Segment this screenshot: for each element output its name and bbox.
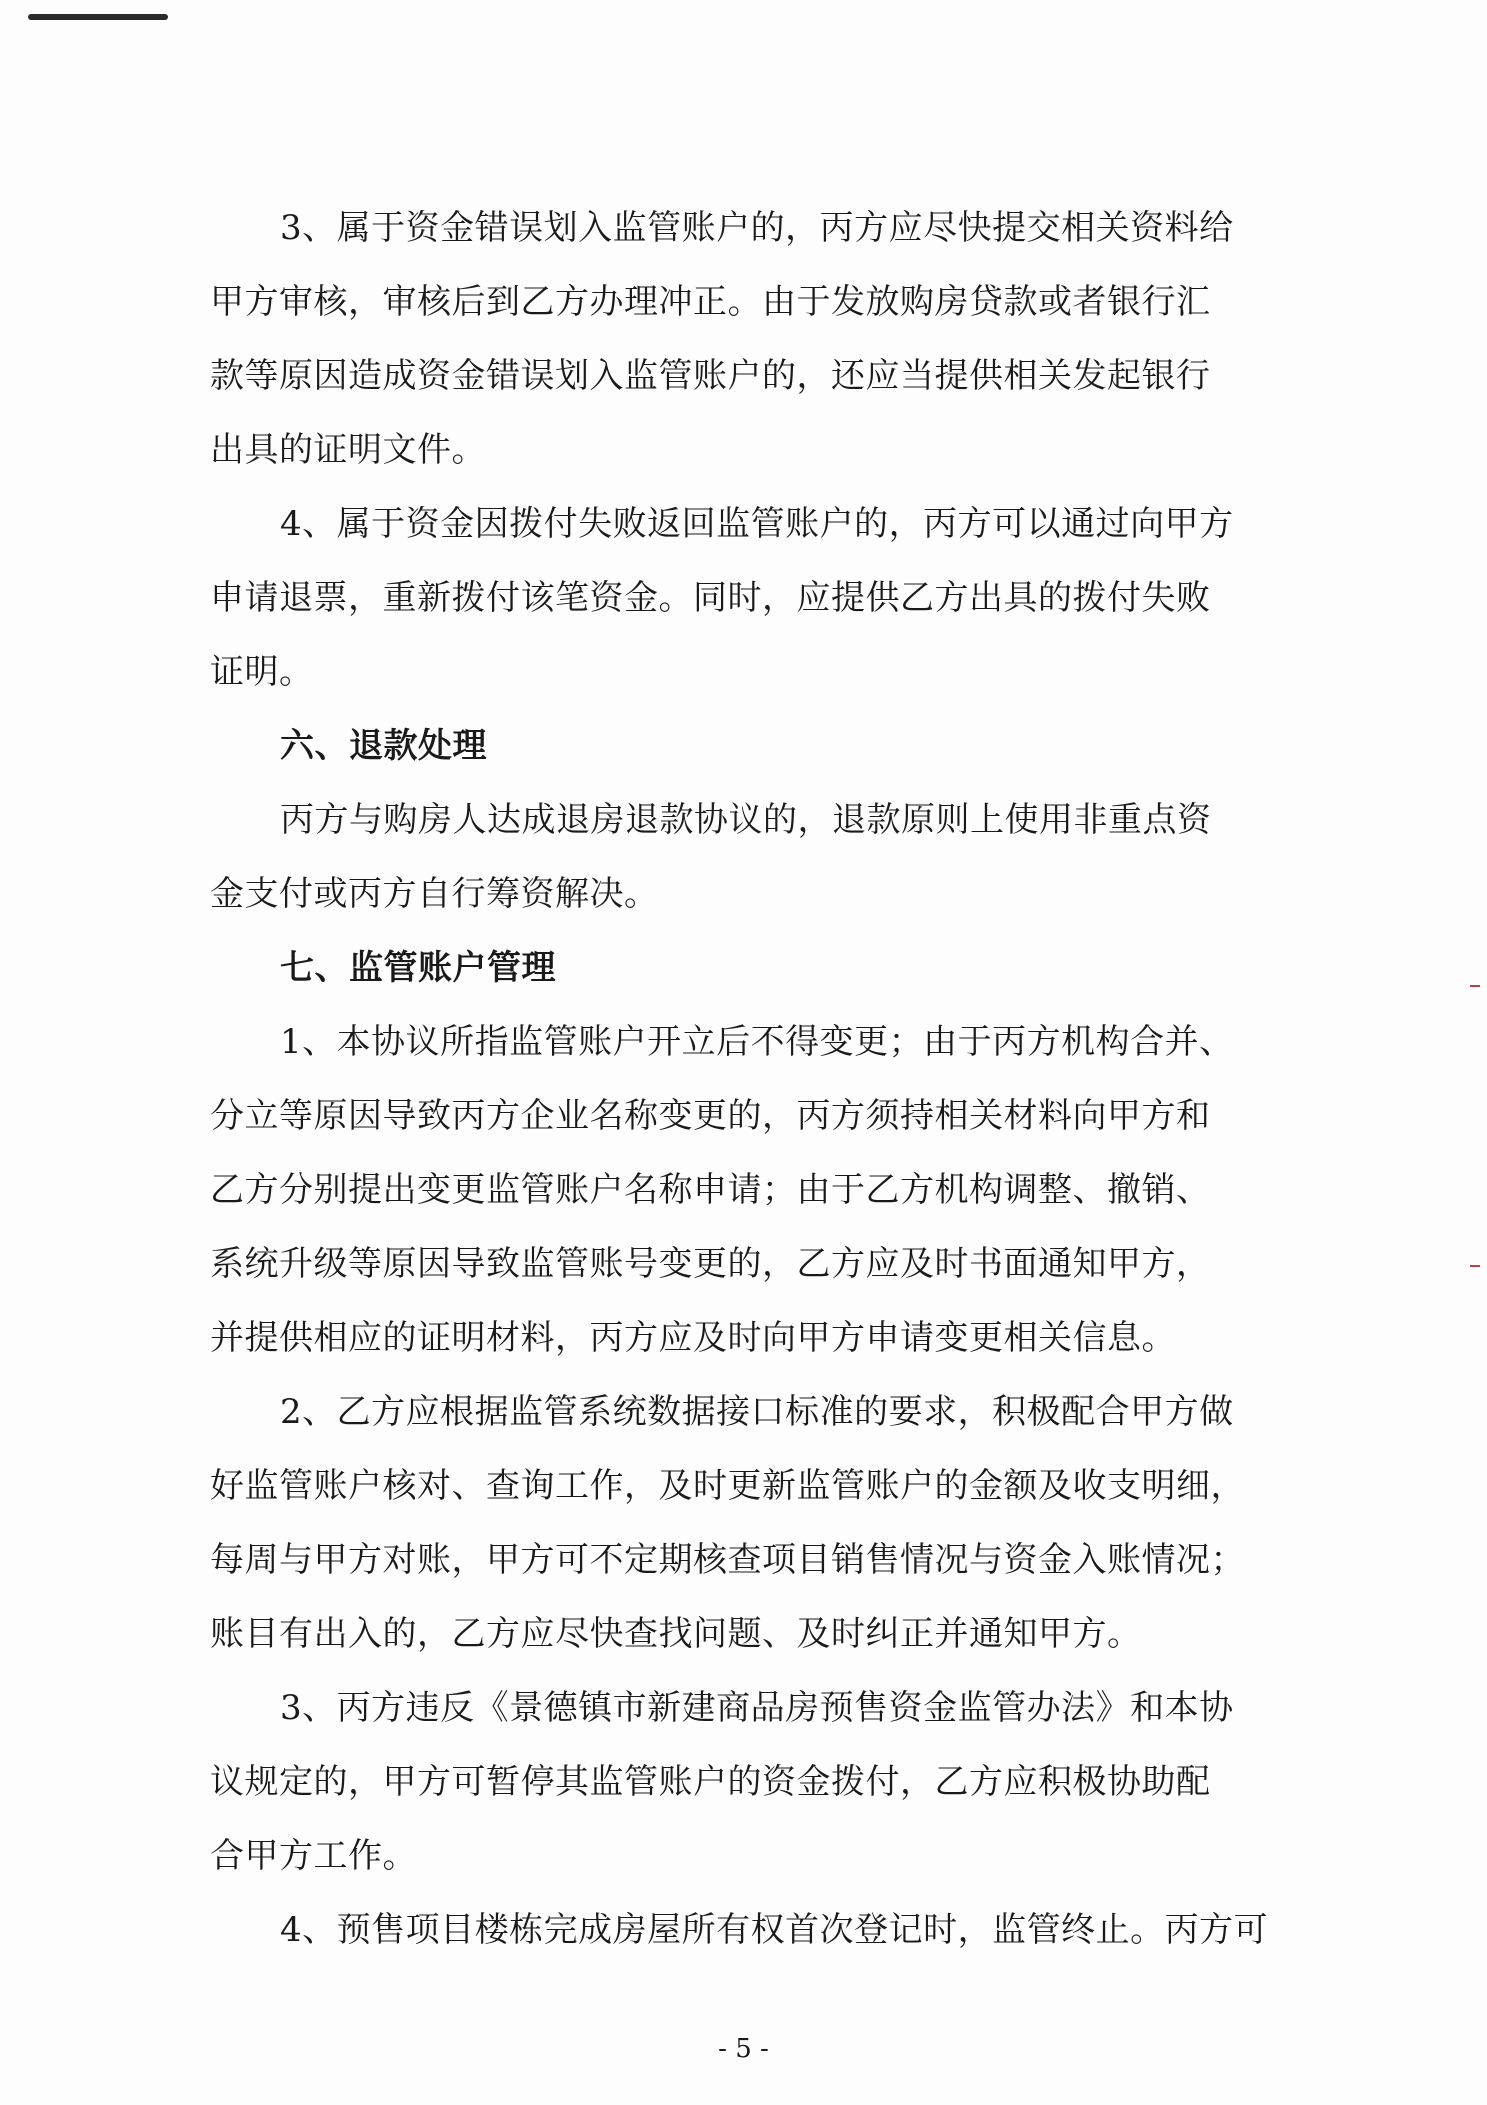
paragraph-line: 系统升级等原因导致监管账号变更的，乙方应及时书面通知甲方， (210, 1244, 1211, 1284)
section-heading: 七、监管账户管理 (280, 948, 556, 988)
paragraph-line: 并提供相应的证明材料，丙方应及时向甲方申请变更相关信息。 (210, 1318, 1176, 1358)
page-number: - 5 - (718, 2034, 769, 2064)
paragraph-line: 分立等原因导致丙方企业名称变更的，丙方须持相关材料向甲方和 (210, 1096, 1211, 1136)
paragraph-line: 好监管账户核对、查询工作，及时更新监管账户的金额及收支明细， (210, 1466, 1245, 1506)
paragraph-line: 出具的证明文件。 (210, 430, 486, 470)
scan-artifact (1470, 1265, 1480, 1267)
paragraph-line: 证明。 (210, 652, 314, 692)
paragraph-line: 4、预售项目楼栋完成房屋所有权首次登记时，监管终止。丙方可 (280, 1910, 1269, 1950)
paragraph-line: 4、属于资金因拨付失败返回监管账户的，丙方可以通过向甲方 (280, 504, 1234, 544)
paragraph-line: 申请退票，重新拨付该笔资金。同时，应提供乙方出具的拨付失败 (210, 578, 1211, 618)
paragraph-line: 合甲方工作。 (210, 1836, 417, 1876)
paragraph-line: 账目有出入的，乙方应尽快查找问题、及时纠正并通知甲方。 (210, 1614, 1142, 1654)
scan-artifact (28, 14, 168, 20)
paragraph-line: 乙方分别提出变更监管账户名称申请；由于乙方机构调整、撤销、 (210, 1170, 1211, 1210)
paragraph-line: 每周与甲方对账，甲方可不定期核查项目销售情况与资金入账情况； (210, 1540, 1245, 1580)
paragraph-line: 3、丙方违反《景德镇市新建商品房预售资金监管办法》和本协 (280, 1688, 1234, 1728)
paragraph-line: 金支付或丙方自行筹资解决。 (210, 874, 659, 914)
paragraph-line: 2、乙方应根据监管系统数据接口标准的要求，积极配合甲方做 (280, 1392, 1234, 1432)
paragraph-line: 3、属于资金错误划入监管账户的，丙方应尽快提交相关资料给 (280, 208, 1234, 248)
paragraph-line: 甲方审核，审核后到乙方办理冲正。由于发放购房贷款或者银行汇 (210, 282, 1211, 322)
section-heading: 六、退款处理 (280, 726, 487, 766)
paragraph-line: 款等原因造成资金错误划入监管账户的，还应当提供相关发起银行 (210, 356, 1211, 396)
paragraph-line: 议规定的，甲方可暂停其监管账户的资金拨付，乙方应积极协助配 (210, 1762, 1211, 1802)
paragraph-line: 丙方与购房人达成退房退款协议的，退款原则上使用非重点资 (280, 800, 1212, 840)
paragraph-line: 1、本协议所指监管账户开立后不得变更；由于丙方机构合并、 (280, 1022, 1234, 1062)
scan-artifact (1470, 985, 1480, 987)
